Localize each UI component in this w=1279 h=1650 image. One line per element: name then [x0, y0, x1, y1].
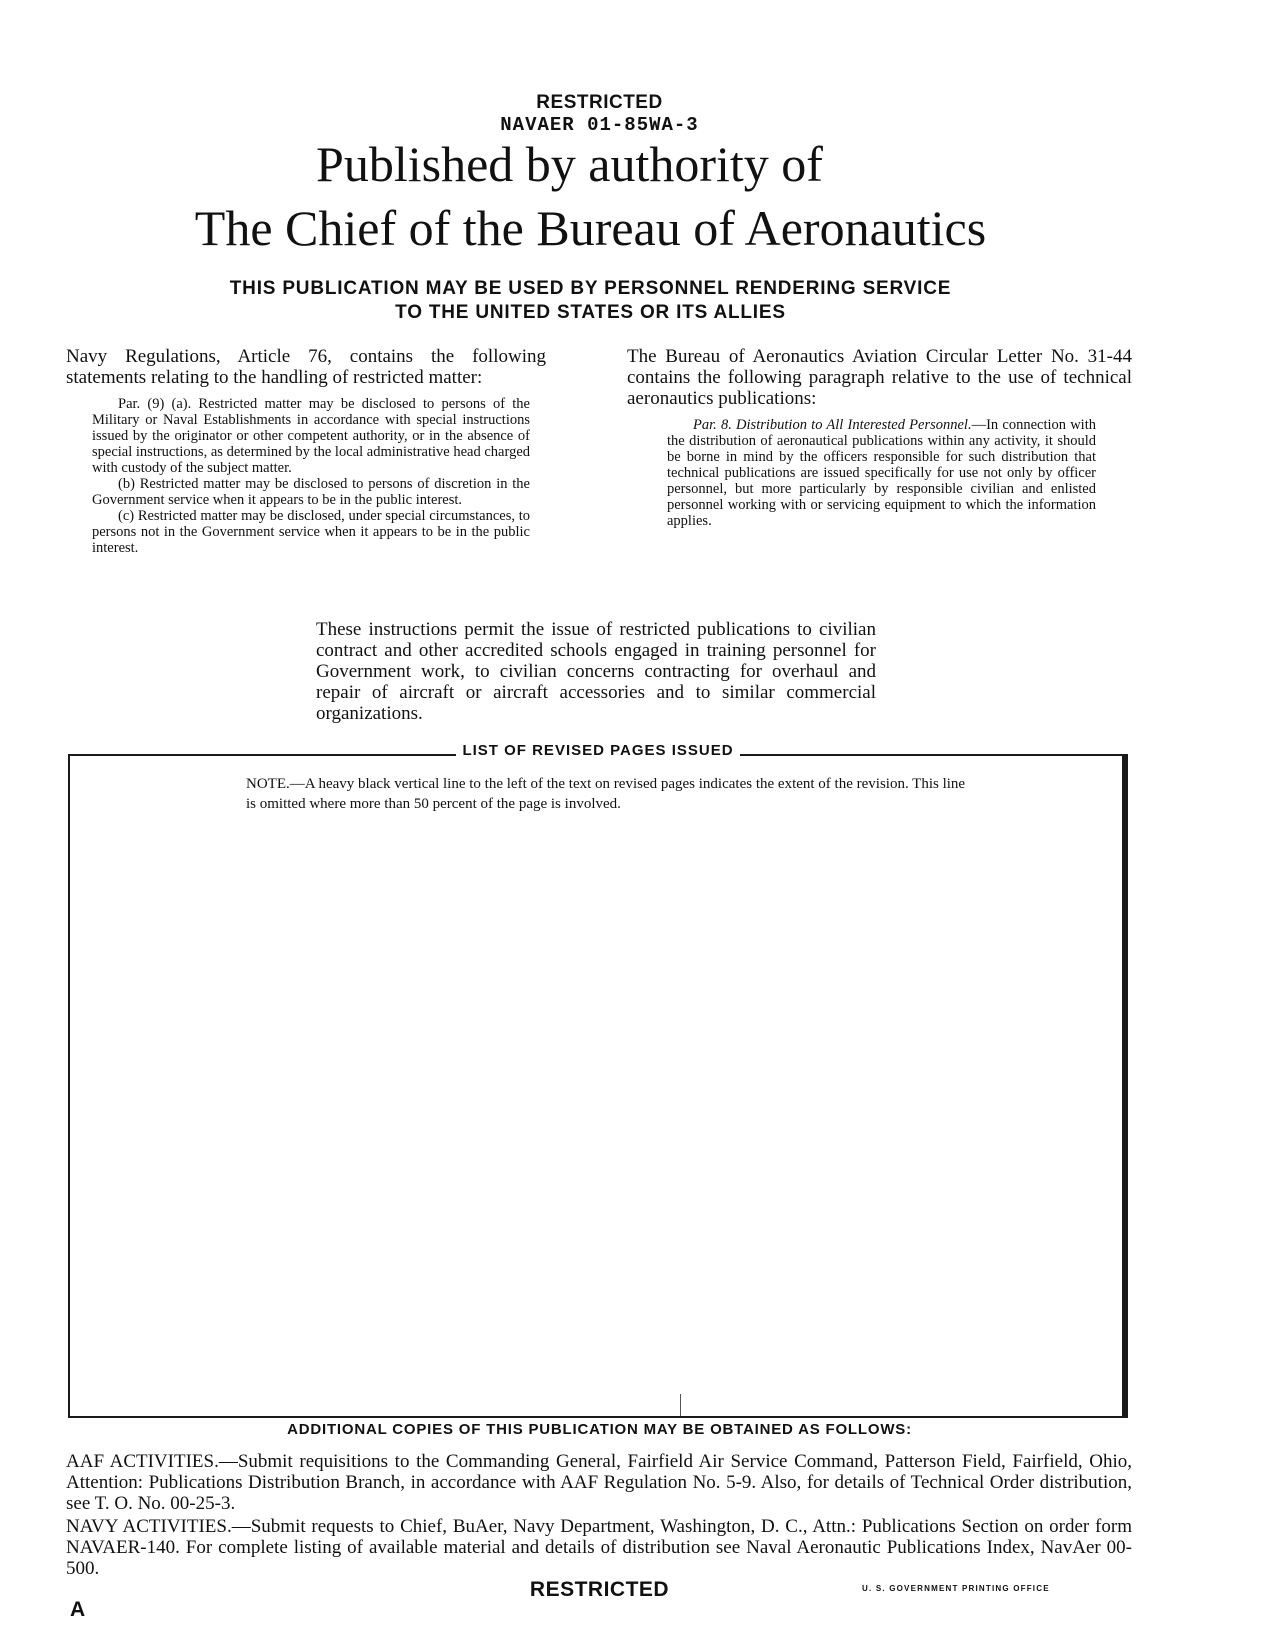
circular-letter-intro: The Bureau of Aeronautics Aviation Circular Letter No. 31-44 contains the following paragraph relative to the use of technical aeronautics publications:	[627, 346, 1132, 409]
paragraph-9c: (c) Restricted matter may be disclosed, under special circumstances, to persons not in the Government service when it appears to be in the public interest.	[92, 508, 530, 556]
circular-letter-quote	[627, 417, 1132, 529]
title-line-chief-bureau: The Chief of the Bureau of Aeronautics	[194, 200, 987, 256]
usage-notice-line-2: TO THE UNITED STATES OR ITS ALLIES	[395, 302, 786, 323]
title-line-published-by: Published by authority of	[316, 136, 823, 192]
revised-pages-title-row	[68, 742, 1128, 760]
box-divider-mark	[680, 1394, 681, 1416]
revised-pages-note: NOTE.—A heavy black vertical line to the left of the text on revised pages indicates the extent of the revision. This line is omitted where more than 50 percent of the page is involved.	[246, 776, 966, 812]
navy-regulations-quote	[66, 396, 546, 556]
paragraph-9a: Par. (9) (a). Restricted matter may be disclosed to persons of the Military or Naval Establishments in accordance with special instructions issued by the originator or other competent authority, or in the absence of special instructions, as determined by the local administrative head charged with custody of the subject matter.	[92, 396, 530, 476]
additional-copies-heading: ADDITIONAL COPIES OF THIS PUBLICATION MAY BE OBTAINED AS FOLLOWS:	[287, 1421, 912, 1438]
navy-regulations-intro: Navy Regulations, Article 76, contains the following statements relating to the handling of restricted matter:	[66, 346, 546, 388]
aaf-activities-paragraph: AAF ACTIVITIES.—Submit requisitions to the Commanding General, Fairfield Air Service Command, Patterson Field, Fairfield, Ohio, Attention: Publications Distribution Branch, in accordance with AAF Regulation No. 5-9. Also, for details of Technical Order distribution, see T. O. No. 00-25-3.	[66, 1451, 1132, 1514]
page-letter: A	[70, 1598, 86, 1621]
paragraph-8-body: —In connection with the distribution of aeronautical publications within any activity, it should be borne in mind by the officers responsible for such distribution that technical publications are issued specifically for use not only by officer personnel, but more particularly by responsible civilian and enlisted personnel working with or servicing equipment to which the information applies.	[667, 417, 1096, 529]
printer-imprint: U. S. GOVERNMENT PRINTING OFFICE	[862, 1584, 1050, 1593]
circular-letter-column	[627, 346, 1132, 529]
security-classification-top: RESTRICTED	[536, 92, 663, 113]
paragraph-8	[667, 417, 1096, 529]
security-classification-bottom: RESTRICTED	[529, 1578, 670, 1601]
paragraph-9b: (b) Restricted matter may be disclosed to persons of discretion in the Government service when it appears to be in the public interest.	[92, 476, 530, 508]
publication-number: NAVAER 01-85WA-3	[500, 114, 699, 136]
revised-pages-box	[68, 754, 1128, 1418]
navy-activities-paragraph: NAVY ACTIVITIES.—Submit requests to Chief, BuAer, Navy Department, Washington, D. C., Attn.: Publications Section on order form NAVAER-140. For complete listing of available material and details of distribution see Naval Aeronautic Publications Index, NavAer 00-500.	[66, 1516, 1132, 1579]
instructions-paragraph: These instructions permit the issue of restricted publications to civilian contract and other accredited schools engaged in training personnel for Government work, to civilian concerns contracting for overhaul and repair of aircraft or aircraft accessories and to similar commercial organizations.	[316, 619, 876, 724]
paragraph-8-heading: Par. 8. Distribution to All Interested Personnel.	[693, 417, 972, 433]
revised-pages-title: LIST OF REVISED PAGES ISSUED	[456, 742, 739, 759]
navy-regulations-column	[66, 346, 546, 556]
usage-notice-line-1: THIS PUBLICATION MAY BE USED BY PERSONNEL RENDERING SERVICE	[229, 278, 952, 299]
